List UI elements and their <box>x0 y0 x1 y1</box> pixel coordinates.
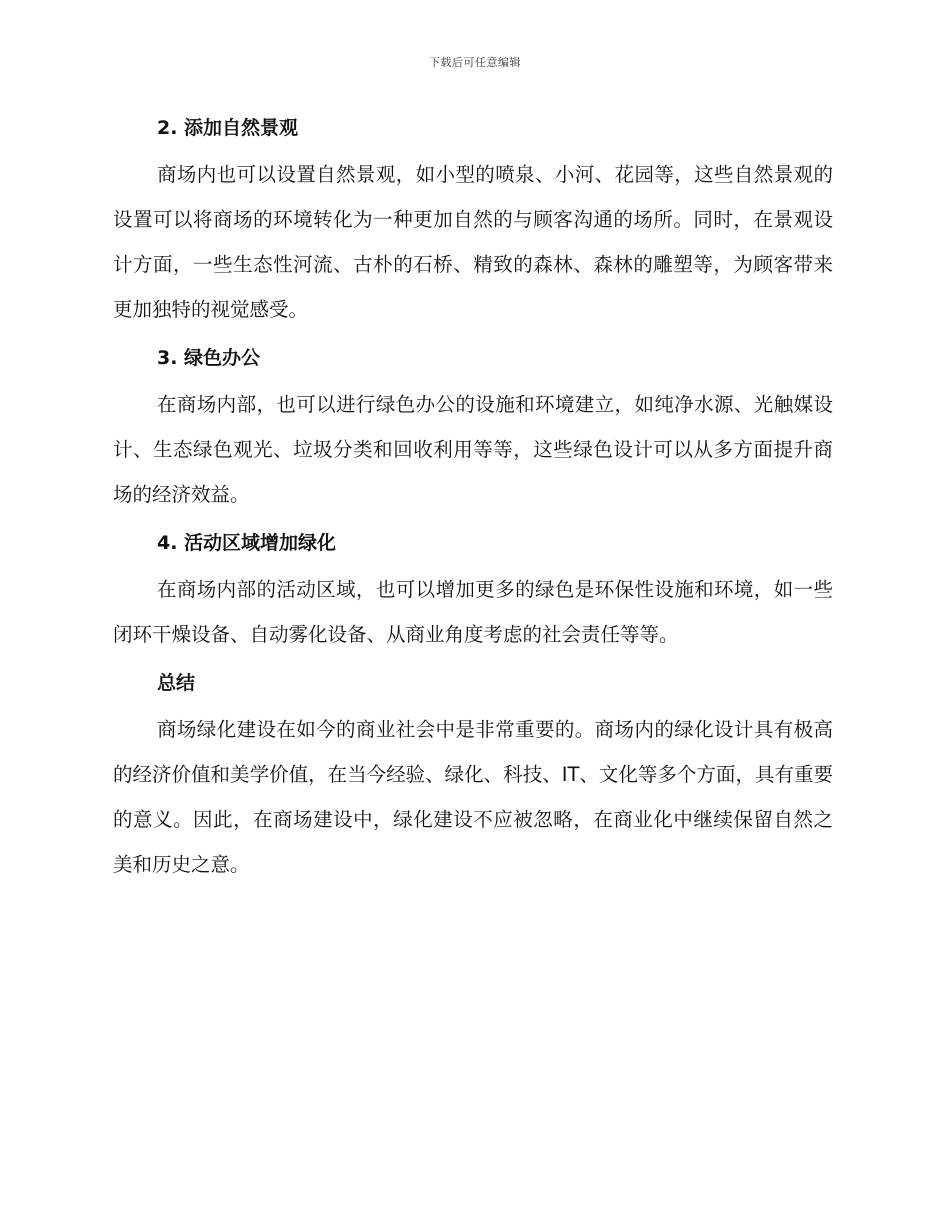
section-paragraph: 在商场内部的活动区域，也可以增加更多的绿色是环保性设施和环境，如一些闭环干燥设备、自动雾化设备、从商业角度考虑的社会责任等等。 <box>113 578 833 646</box>
document-body <box>113 112 833 887</box>
section-heading: 4. 活动区域增加绿化 <box>157 532 337 554</box>
section-heading: 总结 <box>157 672 196 694</box>
section-paragraph: 在商场内部，也可以进行绿色办公的设施和环境建立，如纯净水源、光触媒设计、生态绿色观光、垃圾分类和回收利用等等，这些绿色设计可以从多方面提升商场的经济效益。 <box>113 393 833 506</box>
section-activity-area-greening <box>113 527 833 667</box>
section-natural-landscape <box>113 112 833 342</box>
section-paragraph: 商场内也可以设置自然景观，如小型的喷泉、小河、花园等，这些自然景观的设置可以将商场的环境转化为一种更加自然的与顾客沟通的场所。同时，在景观设计方面，一些生态性河流、古朴的石桥、精致的森林、森林的雕塑等，为顾客带来更加独特的视觉感受。 <box>113 163 833 321</box>
page-header: 下载后可任意编辑 <box>429 56 521 69</box>
section-heading: 3. 绿色办公 <box>157 347 261 369</box>
section-green-office <box>113 342 833 527</box>
section-summary <box>113 667 833 887</box>
section-paragraph: 商场绿化建设在如今的商业社会中是非常重要的。商场内的绿化设计具有极高的经济价值和美学价值，在当今经验、绿化、科技、IT、文化等多个方面，具有重要的意义。因此，在商场建设中，绿化建设不应被忽略，在商业化中继续保留自然之美和历史之意。 <box>113 718 833 876</box>
section-heading: 2. 添加自然景观 <box>157 117 299 139</box>
